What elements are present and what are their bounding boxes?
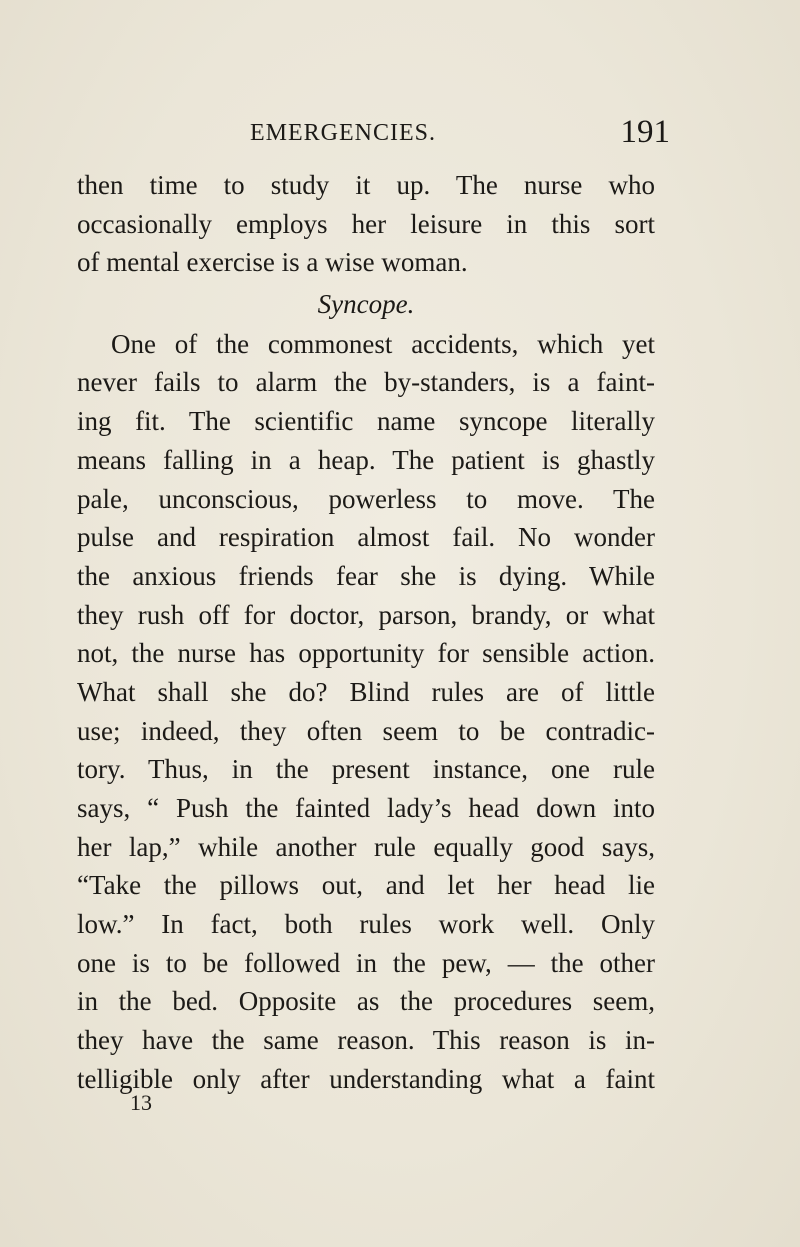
text-line: one is to be followed in the pew, — the other [77,947,655,978]
text-line: never fails to alarm the by-standers, is a faint- [77,367,655,398]
text-line: pulse and respiration almost fail. No wonder [77,522,655,553]
text-line: they rush off for doctor, parson, brandy, or what [77,599,655,630]
signature-mark: 13 [130,1090,152,1115]
text-line: then time to study it up. The nurse who [77,170,655,200]
text-line: of mental exercise is a wise woman. [77,247,468,278]
text-line: tory. Thus, in the present instance, one rule [77,754,655,785]
paragraph-2 [77,325,655,1099]
text-line: says, “ Push the fainted lady’s head down into [77,793,655,823]
text-line: not, the nurse has opportunity for sensible action. [77,638,655,669]
text-line: ing fit. The scientific name syncope literally [77,406,655,437]
running-title: EMERGENCIES. [250,120,436,146]
text-line: What shall she do? Blind rules are of little [77,676,655,707]
text-line: occasionally employs her leisure in this sort [77,208,655,239]
text-line: pale, unconscious, powerless to move. The [77,483,655,514]
text-line: low.” In fact, both rules work well. Only [77,909,655,940]
text-line: they have the same reason. This reason is in- [77,1025,655,1056]
text-line: “Take the pillows out, and let her head lie [77,870,655,901]
page-number: 191 [620,114,670,150]
running-head [250,114,670,152]
text-line: use; indeed, they often seem to be contradic- [77,715,655,746]
text-line: telligible only after understanding what a faint [77,1063,655,1094]
section-heading: Syncope. [317,289,415,320]
text-line: in the bed. Opposite as the procedures seem, [77,986,655,1017]
text-line: the anxious friends fear she is dying. While [77,560,655,591]
paragraph-1 [77,166,655,282]
text-line: One of the commonest accidents, which yet [111,328,655,359]
text-line: her lap,” while another rule equally good says, [77,831,655,862]
body-text [77,166,655,1099]
text-line: means falling in a heap. The patient is ghastly [77,444,655,475]
